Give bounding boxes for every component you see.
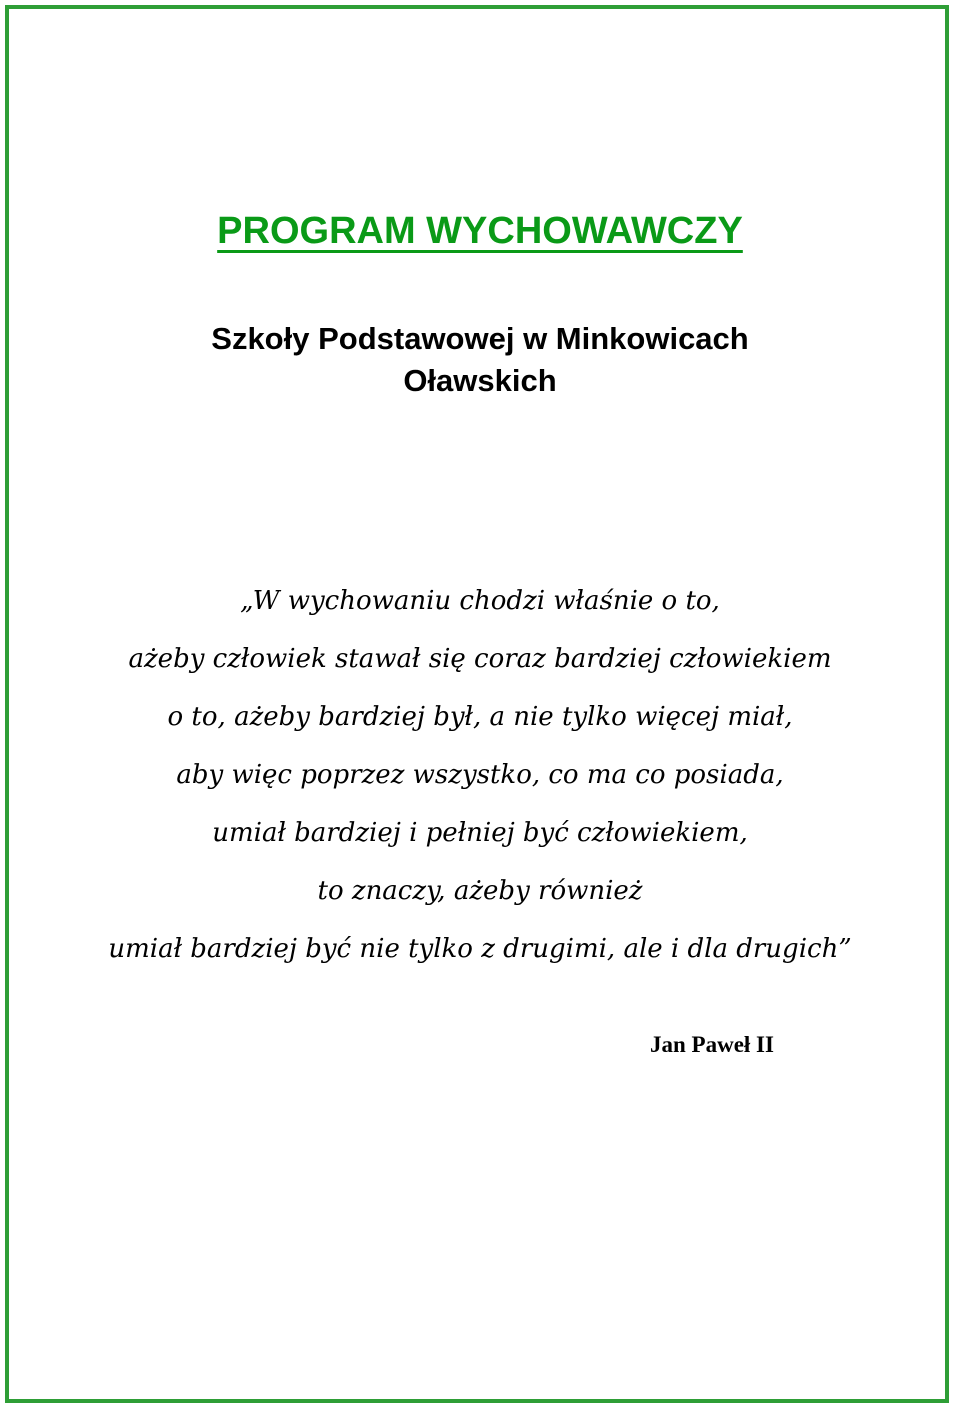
subtitle-line: Oławskich <box>403 363 557 398</box>
title-block <box>0 210 960 253</box>
quote-line: o to, ażeby bardziej był, a nie tylko więcej miał, <box>167 702 793 732</box>
quote-block <box>0 578 960 984</box>
quote-line: aby więc poprzez wszystko, co ma co posiada, <box>176 760 784 790</box>
quote-author: Jan Paweł II <box>650 1032 774 1057</box>
subtitle-block <box>0 318 960 402</box>
quote-line: to znaczy, ażeby również <box>317 876 643 906</box>
quote-line: „W wychowaniu chodzi właśnie o to, <box>240 586 720 616</box>
subtitle-line: Szkoły Podstawowej w Minkowicach <box>211 321 749 356</box>
quote-line: umiał bardziej i pełniej być człowiekiem, <box>212 818 748 848</box>
document-title: PROGRAM WYCHOWAWCZY <box>217 210 743 252</box>
quote-line: umiał bardziej być nie tylko z drugimi, ale i dla drugich” <box>108 934 852 964</box>
quote-line: ażeby człowiek stawał się coraz bardziej człowiekiem <box>128 644 832 674</box>
